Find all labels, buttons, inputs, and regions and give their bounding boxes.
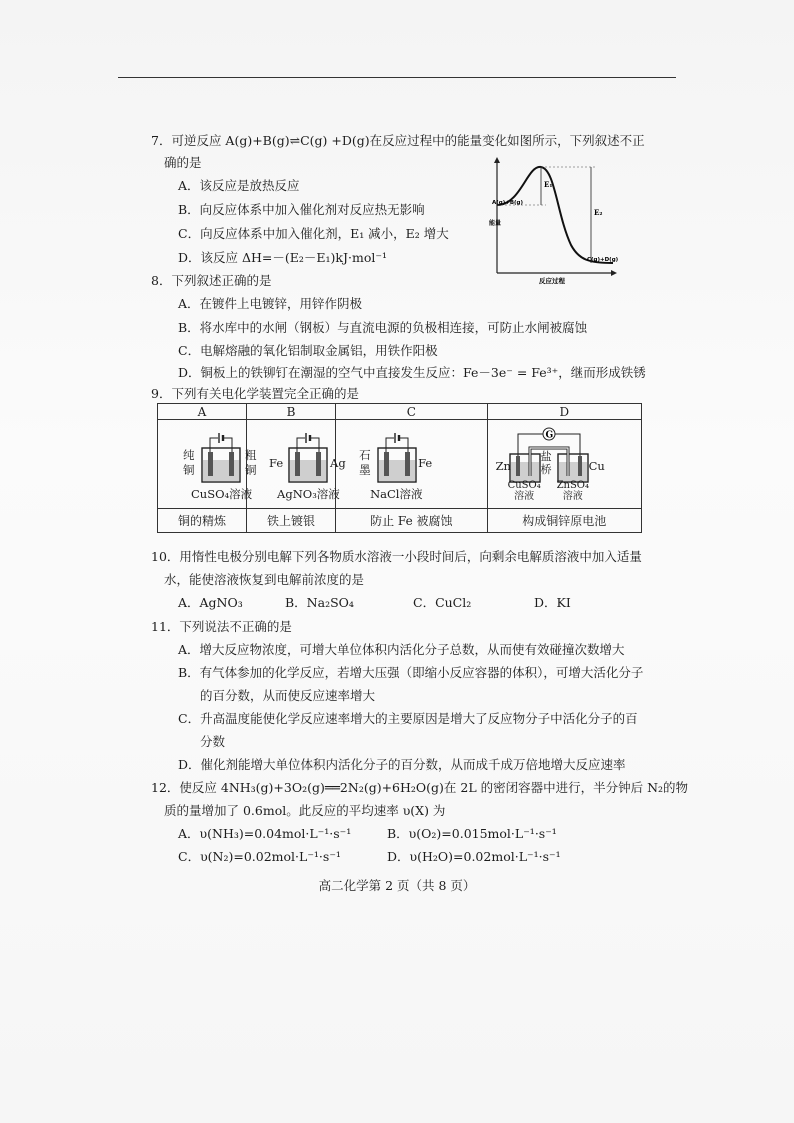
energy-axis-label: 能量 <box>489 220 502 227</box>
q7-option-b: B．向反应体系中加入催化剂对反应热无影响 <box>178 202 425 217</box>
caption-c: 防止 Fe 被腐蚀 <box>336 509 488 533</box>
electrode-a-left-label: 纯 铜 <box>183 448 195 477</box>
electrode-d-right-label: Cu <box>588 459 605 473</box>
solution-c-label: NaCl溶液 <box>370 487 423 501</box>
electrode-b-left-label: Fe <box>269 456 284 470</box>
electrode-d-left-label: Zn <box>495 459 511 473</box>
solution-a-label: CuSO₄溶液 <box>191 487 253 501</box>
caption-a: 铜的精炼 <box>158 509 247 533</box>
q8-option-b: B．将水库中的水闸（钢板）与直流电源的负极相连接，可防止水闸被腐蚀 <box>178 320 588 335</box>
q7-stem-line1: 7．可逆反应 A(g)+B(g)⇌C(g) +D(g)在反应过程中的能量变化如图所示，下列叙述不正 <box>151 133 645 148</box>
q10-option-d: D．KI <box>534 595 571 610</box>
solution-d-right <box>559 462 587 481</box>
q12-option-d: D．υ(H₂O)=0.02mol·L⁻¹·s⁻¹ <box>387 849 561 864</box>
electrode-b-left <box>295 452 300 476</box>
col-header-b: B <box>247 404 336 420</box>
q12-option-c: C．υ(N₂)=0.02mol·L⁻¹·s⁻¹ <box>178 849 341 864</box>
q11-option-b-line2: 的百分数，从而使反应速率增大 <box>200 688 376 703</box>
energy-diagram <box>491 155 618 285</box>
electrode-b-right <box>316 452 321 476</box>
apparatus-b <box>247 420 346 509</box>
electrode-d-cu <box>578 456 582 476</box>
solution-d-left <box>511 462 539 481</box>
apparatus-c <box>336 420 488 509</box>
q11-option-b-line1: B．有气体参加的化学反应，若增大压强（即缩小反应容器的体积），可增大活化分子 <box>178 665 644 680</box>
reactants-label: A(g)+B(g) <box>492 200 523 206</box>
q12-stem-line1: 12．使反应 4NH₃(g)+3O₂(g)══2N₂(g)+6H₂O(g)在 2L 的密闭容器中进行，半分钟后 N₂的物 <box>151 780 689 795</box>
apparatus-a <box>158 420 257 509</box>
electrode-a-right <box>229 452 234 476</box>
q11-option-a: A．增大反应物浓度，可增大单位体积内活化分子总数，从而使有效碰撞次数增大 <box>178 642 625 657</box>
wire-b-left <box>297 438 305 452</box>
q10-stem-line2: 水，能使溶液恢复到电解前浓度的是 <box>164 572 365 587</box>
q10-stem-line1: 10．用惰性电极分别电解下列各物质水溶液一小段时间后，向剩余电解质溶液中加入适量 <box>151 549 642 564</box>
electrode-c-left-label: 石 墨 <box>359 448 371 477</box>
q12-stem-line2: 质的量增加了 0.6mol。此反应的平均速率 υ(X) 为 <box>164 803 446 818</box>
wire-c-right <box>400 438 408 452</box>
wire-c-left <box>386 438 394 452</box>
caption-b: 铁上镀银 <box>247 509 336 533</box>
q9-stem: 9．下列有关电化学装置完全正确的是 <box>151 386 359 401</box>
process-axis-label: 反应过程 <box>539 277 565 285</box>
q11-option-d: D．催化剂能增大单位体积内活化分子的百分数，从而成千成万倍地增大反应速率 <box>178 757 626 772</box>
electrode-b-right-label: Ag <box>330 456 346 470</box>
x-arrow-icon <box>611 270 617 276</box>
q12-option-b: B．υ(O₂)=0.015mol·L⁻¹·s⁻¹ <box>387 826 557 841</box>
q10-option-c: C．CuCl₂ <box>413 595 472 610</box>
y-arrow-icon <box>494 157 500 163</box>
col-header-a: A <box>158 404 247 420</box>
q7-option-a: A．该反应是放热反应 <box>178 178 300 193</box>
col-header-d: D <box>487 404 641 420</box>
solution-d-right-label: ZnSO₄ 溶液 <box>556 480 590 502</box>
electrode-c-right <box>405 452 410 476</box>
e1-label: E₁ <box>544 180 553 189</box>
electrochem-table <box>157 403 642 533</box>
electrode-d-zn <box>516 456 520 476</box>
wire-a-right <box>224 438 232 452</box>
wire-a-left <box>210 438 218 452</box>
salt-bridge-label: 盐 桥 <box>540 450 552 476</box>
page-footer: 高二化学第 2 页（共 8 页） <box>318 878 476 893</box>
q11-option-c-line2: 分数 <box>200 734 226 749</box>
products-label: C(g)+D(g) <box>587 257 619 263</box>
header-rule <box>118 77 676 78</box>
q11-option-c-line1: C．升高温度能使化学反应速率增大的主要原因是增大了反应物分子中活化分子的百 <box>178 711 638 726</box>
galvanometer-label: G <box>545 430 553 441</box>
q10-option-b: B．Na₂SO₄ <box>285 595 354 610</box>
q7-stem-line2: 确的是 <box>164 155 202 170</box>
caption-d: 构成铜锌原电池 <box>487 509 641 533</box>
electrode-a-left <box>208 452 213 476</box>
q12-option-a: A．υ(NH₃)=0.04mol·L⁻¹·s⁻¹ <box>178 826 352 841</box>
q11-stem: 11．下列说法不正确的是 <box>151 619 292 634</box>
e2-label: E₂ <box>594 208 603 217</box>
solution-d-left-label: CuSO₄ 溶液 <box>507 480 541 502</box>
electrode-a-right-label: 粗 铜 <box>245 448 257 477</box>
q7-option-c: C．向反应体系中加入催化剂，E₁ 减小，E₂ 增大 <box>178 226 449 241</box>
solution-b-label: AgNO₃溶液 <box>277 487 340 501</box>
q10-option-a: A．AgNO₃ <box>178 595 243 610</box>
q8-option-a: A．在镀件上电镀锌，用锌作阴极 <box>178 296 363 311</box>
q8-option-d: D．铜板上的铁铆钉在潮湿的空气中直接发生反应：Fe－3e⁻ = Fe³⁺，继而形成铁锈 <box>178 365 646 380</box>
apparatus-d <box>487 420 641 509</box>
q7-option-d: D．该反应 ΔH=－(E₂－E₁)kJ·mol⁻¹ <box>178 250 387 265</box>
q8-stem: 8．下列叙述正确的是 <box>151 273 272 288</box>
electrode-c-left <box>384 452 389 476</box>
col-header-c: C <box>336 404 488 420</box>
electrode-c-right-label: Fe <box>418 456 433 470</box>
wire-b-right <box>311 438 319 452</box>
q8-option-c: C．电解熔融的氧化铝制取金属铝，用铁作阳极 <box>178 343 438 358</box>
